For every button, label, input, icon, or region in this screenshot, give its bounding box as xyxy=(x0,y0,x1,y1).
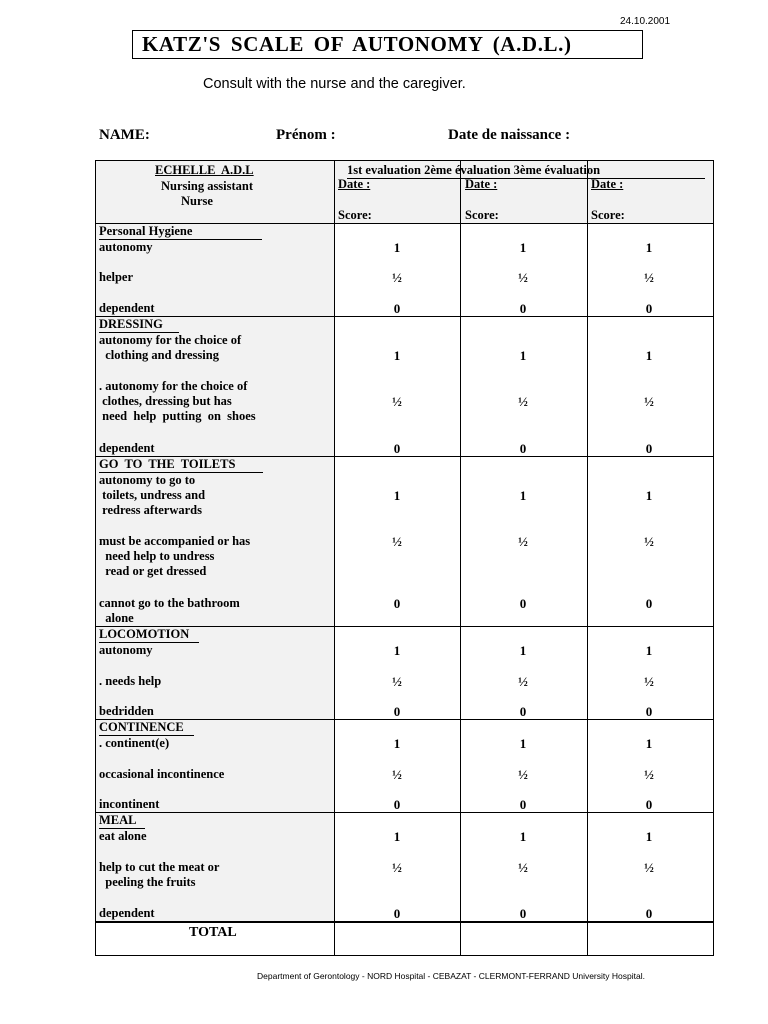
row-divider xyxy=(95,812,714,813)
score-value: ½ xyxy=(644,674,654,689)
score-value: 1 xyxy=(393,488,401,503)
row-divider xyxy=(95,316,714,317)
dob-field-label: Date de naissance : xyxy=(448,127,571,143)
date-label: Date : xyxy=(591,177,624,191)
criterion-label: autonomy for the choice of clothing and dressing xyxy=(99,333,242,362)
score-value: 1 xyxy=(645,240,653,255)
score-value: 1 xyxy=(645,829,653,844)
row-divider xyxy=(95,921,714,923)
column-divider xyxy=(587,160,588,956)
criterion-label: . continent(e) xyxy=(99,736,170,750)
footer-text: Department of Gerontology - NORD Hospital - CEBAZAT - CLERMONT-FERRAND University Hospital. xyxy=(257,971,645,981)
score-value: 1 xyxy=(393,643,401,658)
name-field-label: NAME: xyxy=(99,127,150,143)
section-title-locomotion: LOCOMOTION xyxy=(99,627,199,643)
criterion-label: bedridden xyxy=(99,704,154,718)
score-value: 0 xyxy=(645,596,653,611)
score-value: ½ xyxy=(518,534,528,549)
criterion-label: . autonomy for the choice of clothes, dressing but has need help putting on shoes xyxy=(99,379,256,423)
prenom-field-label: Prénom : xyxy=(276,127,336,143)
criterion-label: helper xyxy=(99,270,134,284)
score-value: 1 xyxy=(393,240,401,255)
total-label: TOTAL xyxy=(189,925,237,940)
section-title-dressing: DRESSING xyxy=(99,317,179,333)
score-value: 1 xyxy=(645,736,653,751)
score-value: ½ xyxy=(644,394,654,409)
score-value: ½ xyxy=(392,270,402,285)
document-date: 24.10.2001 xyxy=(620,16,671,27)
score-value: ½ xyxy=(644,767,654,782)
date-label: Date : xyxy=(338,177,371,191)
score-value: 0 xyxy=(645,441,653,456)
section-title-toilets: GO TO THE TOILETS xyxy=(99,457,263,473)
score-value: 1 xyxy=(393,348,401,363)
criterion-label: dependent xyxy=(99,301,155,315)
column-divider xyxy=(334,160,335,956)
score-label: Score: xyxy=(338,208,372,222)
score-value: ½ xyxy=(392,534,402,549)
score-value: 1 xyxy=(645,348,653,363)
score-label: Score: xyxy=(465,208,499,222)
score-value: 0 xyxy=(519,704,527,719)
score-value: 0 xyxy=(519,906,527,921)
score-value: 1 xyxy=(519,643,527,658)
score-value: 1 xyxy=(519,240,527,255)
score-value: 0 xyxy=(645,906,653,921)
criterion-label: . needs help xyxy=(99,674,162,688)
nursing-assistant-label: Nursing assistant xyxy=(161,179,254,193)
score-label: Score: xyxy=(591,208,625,222)
score-value: ½ xyxy=(644,860,654,875)
score-value: 1 xyxy=(393,736,401,751)
score-value: 0 xyxy=(645,797,653,812)
criterion-label: must be accompanied or has need help to undress read or get dressed xyxy=(99,534,251,578)
criterion-label: cannot go to the bathroom alone xyxy=(99,596,240,625)
score-value: 1 xyxy=(645,488,653,503)
score-value: ½ xyxy=(392,860,402,875)
score-value: ½ xyxy=(518,270,528,285)
score-value: 0 xyxy=(519,301,527,316)
criterion-label: dependent xyxy=(99,906,155,920)
score-value: ½ xyxy=(644,534,654,549)
score-value: 0 xyxy=(393,596,401,611)
score-value: 1 xyxy=(519,348,527,363)
criterion-label: autonomy to go to toilets, undress and redress afterwards xyxy=(99,473,206,517)
score-value: ½ xyxy=(518,860,528,875)
score-value: 0 xyxy=(393,704,401,719)
score-value: ½ xyxy=(518,394,528,409)
criterion-label: incontinent xyxy=(99,797,160,811)
score-value: 0 xyxy=(393,301,401,316)
instruction-text: Consult with the nurse and the caregiver. xyxy=(203,76,466,92)
nurse-label: Nurse xyxy=(181,194,213,208)
score-value: ½ xyxy=(518,767,528,782)
section-title-continence: CONTINENCE xyxy=(99,720,194,736)
section-title-meal: MEAL xyxy=(99,813,145,829)
criterion-label: help to cut the meat or peeling the fruits xyxy=(99,860,220,889)
score-value: ½ xyxy=(392,394,402,409)
score-value: 0 xyxy=(519,596,527,611)
criterion-label: autonomy xyxy=(99,643,153,657)
score-value: 1 xyxy=(519,488,527,503)
score-value: 0 xyxy=(393,906,401,921)
score-value: 0 xyxy=(393,441,401,456)
evaluations-heading: 1st evaluation 2ème évaluation 3ème évaluation xyxy=(347,163,705,179)
score-value: 1 xyxy=(393,829,401,844)
score-value: 0 xyxy=(645,704,653,719)
score-value: 0 xyxy=(645,301,653,316)
criterion-label: eat alone xyxy=(99,829,147,843)
score-value: 1 xyxy=(645,643,653,658)
criterion-label: dependent xyxy=(99,441,155,455)
score-value: 0 xyxy=(519,797,527,812)
score-value: ½ xyxy=(644,270,654,285)
criterion-label: autonomy xyxy=(99,240,153,254)
score-value: 0 xyxy=(519,441,527,456)
page-title: KATZ'S SCALE OF AUTONOMY (A.D.L.) xyxy=(142,32,572,56)
score-value: ½ xyxy=(518,674,528,689)
date-label: Date : xyxy=(465,177,498,191)
criterion-label: occasional incontinence xyxy=(99,767,225,781)
scale-heading: ECHELLE A.D.L xyxy=(155,163,254,177)
column-divider xyxy=(460,160,461,956)
score-value: ½ xyxy=(392,674,402,689)
section-title-hygiene: Personal Hygiene xyxy=(99,224,262,240)
score-value: 0 xyxy=(393,797,401,812)
score-value: 1 xyxy=(519,736,527,751)
score-value: 1 xyxy=(519,829,527,844)
score-value: ½ xyxy=(392,767,402,782)
